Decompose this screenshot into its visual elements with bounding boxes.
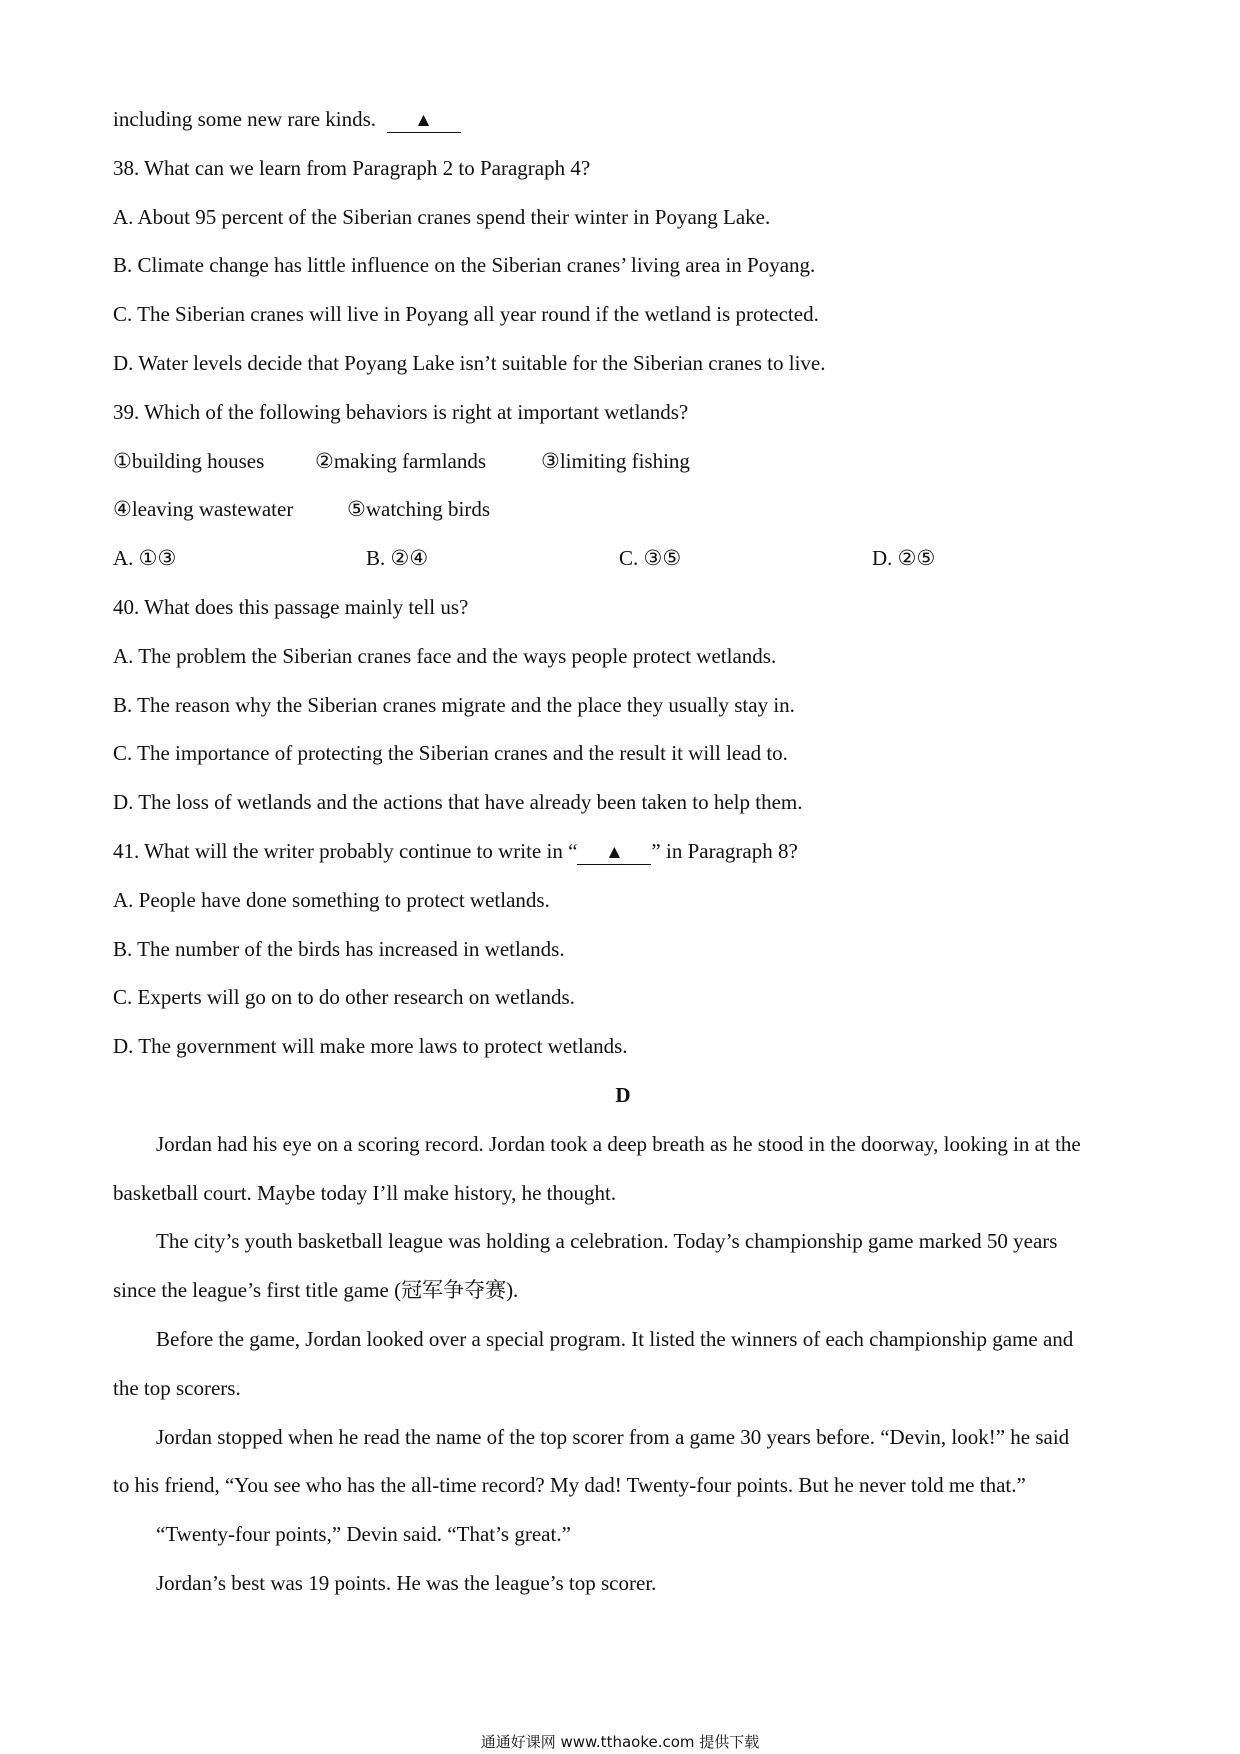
answer-blank: ▲	[577, 842, 651, 865]
q41-option-d: D. The government will make more laws to protect wetlands.	[113, 1034, 628, 1059]
q39-option-a: A. ①③	[113, 546, 177, 571]
q39-option-d: D. ②⑤	[872, 546, 936, 571]
question-40: 40. What does this passage mainly tell us?	[113, 594, 469, 619]
question-41	[113, 834, 1133, 883]
q40-option-c: C. The importance of protecting the Siberian cranes and the result it will lead to.	[113, 741, 788, 766]
passage-line: the top scorers.	[113, 1375, 241, 1400]
text-line	[113, 102, 1133, 151]
passage-line: to his friend, “You see who has the all-time record? My dad! Twenty-four points. But he never told me that.”	[113, 1473, 1026, 1498]
q40-option-b: B. The reason why the Siberian cranes migrate and the place they usually stay in.	[113, 692, 795, 717]
question-38: 38. What can we learn from Paragraph 2 to Paragraph 4?	[113, 155, 591, 180]
q41-option-a: A. People have done something to protect wetlands.	[113, 887, 550, 912]
q39-choice-5: ⑤watching birds	[347, 497, 491, 522]
q40-option-a: A. The problem the Siberian cranes face and the ways people protect wetlands.	[113, 643, 777, 668]
passage-line: Before the game, Jordan looked over a special program. It listed the winners of each championship game and	[156, 1326, 1074, 1351]
q39-options	[113, 541, 1133, 590]
q39-choice-1: ①building houses	[113, 448, 265, 473]
continued-sentence: including some new rare kinds.	[113, 107, 377, 131]
passage-line: basketball court. Maybe today I’ll make history, he thought.	[113, 1180, 617, 1205]
q41-question-prefix: 41. What will the writer probably continue to write in “	[113, 838, 578, 863]
q41-question-suffix: ” in Paragraph 8?	[651, 838, 798, 863]
q39-option-c: C. ③⑤	[619, 546, 682, 571]
passage-line: Jordan stopped when he read the name of the top scorer from a game 30 years before. “Devin, look!” he said	[156, 1424, 1070, 1449]
q41-option-b: B. The number of the birds has increased in wetlands.	[113, 936, 565, 961]
passage-line: “Twenty-four points,” Devin said. “That’s great.”	[156, 1522, 571, 1547]
q40-option-d: D. The loss of wetlands and the actions that have already been taken to help them.	[113, 790, 803, 815]
q39-choice-3: ③limiting fishing	[541, 448, 690, 473]
page-content	[113, 102, 1133, 1615]
q39-choice-4: ④leaving wastewater	[113, 497, 294, 522]
page-footer: 通通好课网 www.tthaoke.com 提供下载	[480, 1733, 760, 1751]
q39-choice-2: ②making farmlands	[315, 448, 487, 473]
passage-line: Jordan’s best was 19 points. He was the league’s top scorer.	[156, 1570, 657, 1595]
q38-option-d: D. Water levels decide that Poyang Lake isn’t suitable for the Siberian cranes to live.	[113, 350, 826, 375]
passage-line: since the league’s first title game (冠军争夺赛).	[113, 1278, 519, 1303]
question-39: 39. Which of the following behaviors is right at important wetlands?	[113, 399, 689, 424]
q38-option-c: C. The Siberian cranes will live in Poyang all year round if the wetland is protected.	[113, 302, 819, 327]
q38-option-b: B. Climate change has little influence on the Siberian cranes’ living area in Poyang.	[113, 253, 816, 278]
q39-option-b: B. ②④	[366, 546, 429, 571]
passage-line: The city’s youth basketball league was holding a celebration. Today’s championship game marked 50 years	[156, 1229, 1058, 1254]
q39-choices-row-2	[113, 492, 1133, 541]
answer-blank: ▲	[387, 110, 461, 133]
q41-option-c: C. Experts will go on to do other research on wetlands.	[113, 985, 575, 1010]
passage-line: Jordan had his eye on a scoring record. Jordan took a deep breath as he stood in the doorway, looking in at the	[156, 1131, 1081, 1156]
q38-option-a: A. About 95 percent of the Siberian cranes spend their winter in Poyang Lake.	[113, 204, 771, 229]
q39-choices-row-1	[113, 444, 1133, 493]
section-heading: D	[615, 1082, 631, 1107]
